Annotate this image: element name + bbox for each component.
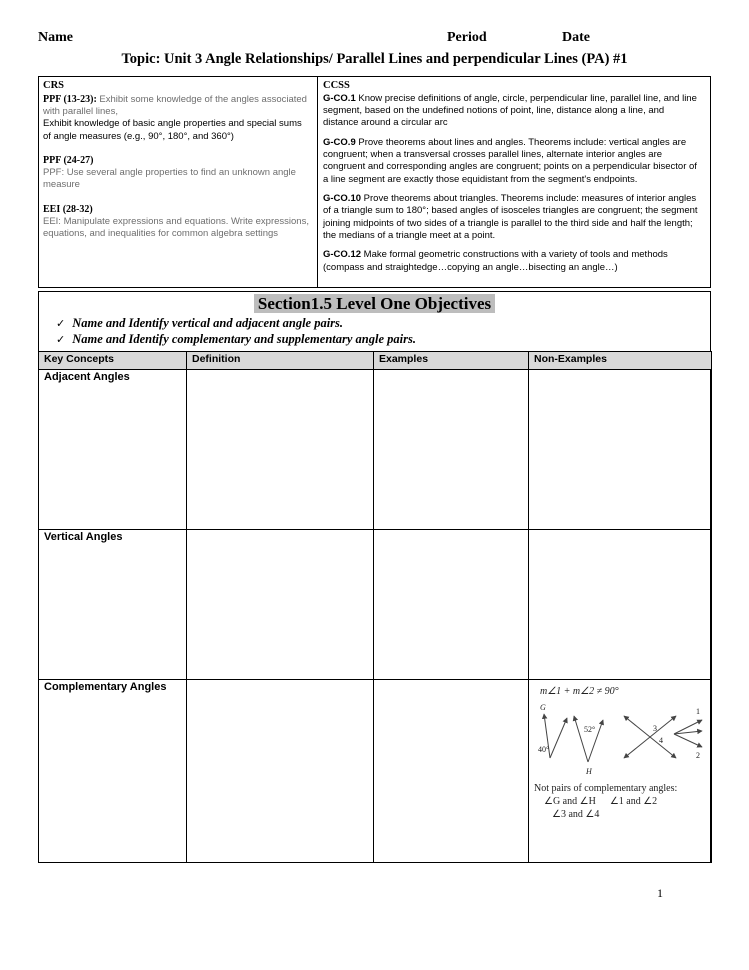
crs-item-label: PPF (13-23): [43, 93, 97, 105]
figure-caption-pairs [544, 795, 706, 808]
section-heading [39, 292, 710, 315]
table-header-row [39, 351, 712, 369]
crs-item-text: EEI: Manipulate expressions and equations. Write expressions, equations, and inequalities for common algebra settings [43, 215, 309, 240]
concepts-table [38, 351, 712, 863]
crs-item-ppf-13-23 [43, 93, 311, 143]
crs-item-text: PPF: Use several angle properties to find an unknown angle measure [43, 167, 296, 191]
label-3: 3 [653, 723, 657, 733]
standards-box [38, 76, 711, 288]
page-number: 1 [657, 886, 663, 900]
column-header-examples: Examples [374, 351, 529, 369]
check-mark-icon: ✓ [56, 334, 66, 347]
objective-text: Name and Identify complementary and supplementary angle pairs. [72, 332, 416, 347]
crs-item-eei-28-32 [43, 203, 311, 241]
definition-cell [187, 529, 374, 679]
label-52: 52° [584, 724, 596, 734]
label-40: 40° [538, 744, 550, 754]
definition-cell [187, 679, 374, 862]
ccss-item-text: Prove theorems about triangles. Theorems include: measures of interior angles of a triangle sum to 180°; based angles of isosceles triangles are congruent; the segment joining midpoints of two sides of a triangle is parallel to the third side and half the length; the medians of a triangle meet at a point. [323, 193, 698, 242]
figure-equation: m∠1 + m∠2 ≠ 90° [540, 685, 619, 697]
table-row-adjacent-angles [39, 369, 712, 529]
non-examples-cell [529, 369, 712, 529]
period-label: Period [447, 30, 487, 45]
ccss-item-gco12 [323, 249, 702, 274]
column-header-definition: Definition [187, 351, 374, 369]
non-example-figure [534, 686, 706, 821]
ccss-item-code: G-CO.10 [323, 193, 362, 205]
header-row [38, 30, 711, 51]
concept-cell: Complementary Angles [39, 679, 187, 862]
label-1: 1 [696, 706, 700, 716]
ccss-column [318, 77, 710, 287]
crs-heading: CRS [43, 80, 65, 91]
concept-cell: Vertical Angles [39, 529, 187, 679]
column-header-non-examples: Non-Examples [529, 351, 712, 369]
date-label: Date [562, 30, 590, 45]
label-g: G [540, 702, 546, 712]
crs-column [39, 77, 318, 287]
ccss-item-gco1 [323, 93, 702, 130]
table-row-vertical-angles [39, 529, 712, 679]
section-heading-text: Section1.5 Level One Objectives [254, 294, 495, 313]
figure-caption-pair: ∠3 and ∠4 [552, 808, 600, 820]
definition-cell [187, 369, 374, 529]
examples-cell [374, 679, 529, 862]
column-header-key-concepts: Key Concepts [39, 351, 187, 369]
objective-item [56, 331, 710, 347]
figure-caption-pair: ∠G and ∠H [544, 795, 596, 807]
name-label: Name [38, 30, 73, 45]
ccss-heading: CCSS [323, 80, 350, 91]
non-examples-figure-cell [529, 679, 712, 862]
objective-text: Name and Identify vertical and adjacent angle pairs. [72, 316, 344, 331]
ccss-item-gco10 [323, 193, 702, 242]
ccss-item-text: Prove theorems about lines and angles. Theorems include: vertical angles are congruent; when a transversal crosses parallel lines, alternate interior angles are congruent and corresponding angles are congruent; points on a perpendicular bisector of a line segment are exactly those equidistant from the segment's endpoints. [323, 136, 697, 185]
page-title: Topic: Unit 3 Angle Relationships/ Parallel Lines and perpendicular Lines (PA) #1 [121, 51, 628, 67]
ccss-item-text: Know precise definitions of angle, circle, perpendicular line, parallel line, and line segment, based on the undefined notions of point, line, distance along a line, and distance around a circular arc [323, 92, 697, 129]
crs-item-label: PPF (24-27) [43, 155, 94, 167]
examples-cell [374, 369, 529, 529]
label-2: 2 [696, 750, 700, 760]
crs-item-subtext: Exhibit knowledge of basic angle properties and special sums of angle measures (e.g., 90°, 180°, and 360°) [43, 118, 302, 142]
label-h: H [586, 766, 592, 776]
sketch-labels [538, 703, 700, 776]
ccss-item-text: Make formal geometric constructions with a variety of tools and methods (compass and straightedge…copying an angle…bisecting an angle…) [323, 249, 668, 273]
examples-cell [374, 529, 529, 679]
non-examples-cell [529, 529, 712, 679]
check-mark-icon: ✓ [56, 318, 66, 331]
crs-item-ppf-24-27 [43, 154, 311, 192]
ccss-item-code: G-CO.9 [323, 136, 356, 148]
section-box [38, 291, 711, 863]
objective-item [56, 315, 710, 331]
ccss-item-code: G-CO.1 [323, 92, 356, 104]
concept-cell: Adjacent Angles [39, 369, 187, 529]
ccss-item-gco9 [323, 137, 702, 186]
table-row-complementary-angles [39, 679, 712, 862]
sketch-lines [544, 714, 702, 762]
figure-caption-title: Not pairs of complementary angles: [534, 782, 678, 794]
figure-caption-pair: ∠1 and ∠2 [609, 795, 658, 807]
angle-sketch [536, 700, 706, 782]
ccss-item-code: G-CO.12 [323, 249, 362, 261]
label-4: 4 [659, 735, 663, 745]
crs-item-label: EEI (28-32) [43, 203, 93, 215]
crs-item-text: Exhibit some knowledge of the angles associated with parallel lines, [43, 93, 307, 117]
